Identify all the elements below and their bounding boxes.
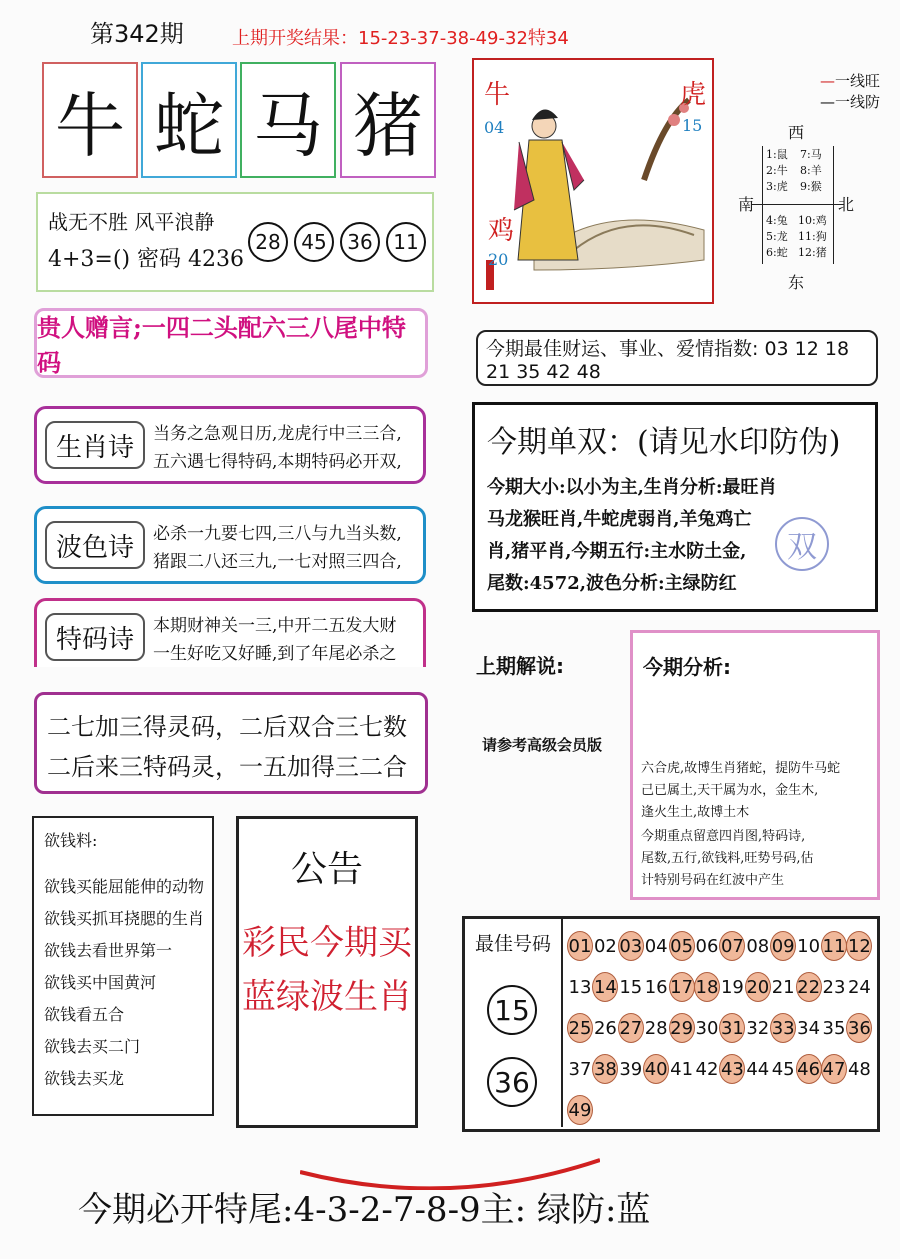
grid-number: 11 (821, 931, 847, 961)
best-index-box: 今期最佳财运、事业、爱情指数: 03 12 18 21 35 42 48 (476, 330, 878, 386)
bottom-special-tail: 今期必开特尾:4-3-2-7-8-9主: 绿防:蓝 (78, 1190, 651, 1230)
compass-east: 东 (788, 273, 805, 292)
grid-number: 12 (846, 931, 872, 961)
grid-number: 27 (618, 1013, 644, 1043)
pic-ox-number: 04 (484, 118, 505, 137)
legend-guard-text: 一线防 (835, 93, 881, 111)
grid-number: 09 (770, 931, 796, 961)
motto-line-2: 4+3=() 密码 4236 (48, 247, 245, 272)
grid-number: 06 (695, 935, 719, 957)
compass-cell: 12:猪 (798, 246, 827, 259)
notice-box (236, 816, 418, 1128)
money-item: 欲钱买抓耳挠腮的生肖 (44, 909, 205, 928)
legend-guard: —一线防 (820, 93, 881, 111)
money-item: 欲钱去买二门 (44, 1037, 141, 1056)
grid-number: 13 (568, 976, 592, 998)
grid-number: 35 (822, 1017, 846, 1039)
compass-cell: 2:牛 (766, 164, 788, 177)
gift-banner: 贵人赠言;一四二头配六三八尾中特码 (34, 308, 428, 378)
grid-number: 36 (846, 1013, 872, 1043)
legend-prosper: —一线旺 (820, 72, 881, 90)
best-numbers-label: 最佳号码 (475, 933, 552, 955)
last-result: 上期开奖结果：15-23-37-38-49-32特34 (232, 28, 569, 49)
poem-label: 波色诗 (45, 521, 145, 569)
compass-cell: 9:猴 (800, 180, 822, 193)
poem-wave-color (34, 506, 426, 584)
notice-line-1: 彩民今期买 (242, 923, 412, 963)
compass-cell: 10:鸡 (798, 214, 827, 227)
grid-number: 02 (593, 935, 617, 957)
best-number-big-1: 15 (487, 985, 537, 1035)
grid-number: 10 (797, 935, 821, 957)
poem-line: 五六遇七得特码,本期特码必开双, (153, 452, 402, 472)
money-riddle-box (32, 816, 214, 1116)
pic-tiger-number: 15 (682, 116, 703, 135)
poem-line: 一生好吃又好睡,到了年尾必杀之 (153, 644, 397, 664)
line-legend (820, 70, 880, 112)
grid-number: 42 (695, 1058, 719, 1080)
grid-number: 07 (719, 931, 745, 961)
refer-member-text: 请参考高级会员版 (482, 736, 603, 754)
analysis-line: 逢火生土,故博土木 (641, 805, 750, 820)
grid-number: 26 (593, 1017, 617, 1039)
grid-number: 22 (796, 972, 822, 1002)
grid-number: 33 (770, 1013, 796, 1043)
odd-even-line: 肖,猪平肖,今期五行:主水防土金, (487, 541, 747, 562)
money-item: 欲钱去看世界第一 (44, 941, 173, 960)
grid-number: 24 (847, 976, 871, 998)
grid-number: 17 (669, 972, 695, 1002)
legend-prosper-text: 一线旺 (835, 72, 881, 90)
analysis-line: 尾数,五行,欲钱料,旺势号码,估 (641, 851, 814, 866)
pic-ox-label: 牛 (484, 80, 511, 110)
last-explain-title: 上期解说: (476, 654, 564, 678)
compass-west: 西 (788, 123, 805, 142)
money-item: 欲钱买能屈能伸的动物 (44, 877, 205, 896)
odd-even-line: 今期大小:以小为主,生肖分析:最旺肖 (487, 477, 777, 498)
grid-number: 29 (669, 1013, 695, 1043)
zodiac-box-3: 马 (240, 62, 336, 178)
compass-north: 北 (838, 195, 855, 214)
grid-number: 44 (746, 1058, 770, 1080)
compass-cell: 8:羊 (800, 164, 822, 177)
grid-number: 25 (567, 1013, 593, 1043)
analysis-line: 计特别号码在红波中产生 (641, 873, 785, 888)
odd-even-line: 尾数:4572,波色分析:主绿防红 (487, 573, 737, 594)
compass-cell: 3:虎 (766, 180, 788, 193)
grid-number: 03 (618, 931, 644, 961)
compass-cell: 1:鼠 (766, 148, 788, 161)
motto-line-1: 战无不胜 风平浪静 (48, 210, 215, 234)
money-item: 欲钱看五合 (44, 1005, 125, 1024)
grid-number: 19 (720, 976, 744, 998)
odd-even-line: 马龙猴旺肖,牛蛇虎弱肖,羊兔鸡亡 (487, 509, 752, 530)
compass-chart (738, 120, 858, 300)
grid-number: 16 (644, 976, 668, 998)
grid-number: 47 (821, 1054, 847, 1084)
grid-number: 30 (695, 1017, 719, 1039)
motto-number-1: 28 (248, 222, 288, 262)
grid-number: 18 (694, 972, 720, 1002)
watermark-stamp: 双 (775, 517, 829, 571)
analysis-line: 己已属土,天干属为水，金生木, (641, 783, 819, 798)
motto-number-3: 36 (340, 222, 380, 262)
poem-label: 特码诗 (45, 613, 145, 661)
grid-number: 46 (796, 1054, 822, 1084)
motto-number-2: 45 (294, 222, 334, 262)
poem-line: 猪跟二八还三九,一七对照三四合, (153, 552, 402, 572)
best-numbers-box (462, 916, 880, 1132)
rhyme-box (34, 692, 428, 794)
poem-line: 当务之急观日历,龙虎行中三三合, (153, 424, 402, 444)
poem-line: 本期财神关一三,中开二五发大财 (153, 616, 397, 636)
notice-line-2: 蓝绿波生肖 (242, 977, 412, 1017)
money-item: 欲钱去买龙 (44, 1069, 125, 1088)
money-title: 欲钱料: (44, 831, 98, 850)
odd-even-box (472, 402, 878, 612)
grid-number: 08 (746, 935, 770, 957)
poem-line: 必杀一九要七四,三八与九当头数, (153, 524, 402, 544)
grid-number: 15 (619, 976, 643, 998)
rhyme-line-2: 二后来三特码灵，一五加得三二合 (47, 753, 407, 781)
poem-zodiac (34, 406, 426, 484)
compass-cell: 5:龙 (766, 230, 788, 243)
compass-cell: 7:马 (800, 148, 822, 161)
compass-cell: 4:兔 (766, 214, 788, 227)
grid-number: 43 (719, 1054, 745, 1084)
grid-number: 34 (797, 1017, 821, 1039)
grid-number: 38 (592, 1054, 618, 1084)
grid-number: 40 (643, 1054, 669, 1084)
grid-number: 28 (644, 1017, 668, 1039)
grid-number: 23 (822, 976, 846, 998)
grid-number: 04 (644, 935, 668, 957)
rhyme-line-1: 二七加三得灵码，二后双合三七数 (47, 713, 407, 741)
grid-number: 32 (746, 1017, 770, 1039)
issue-number: 第342期 (90, 20, 184, 48)
grid-number: 05 (669, 931, 695, 961)
grid-number: 20 (745, 972, 771, 1002)
analysis-title: 今期分析: (643, 655, 731, 679)
grid-number: 45 (771, 1058, 795, 1080)
grid-number: 39 (619, 1058, 643, 1080)
money-item: 欲钱买中国黄河 (44, 973, 157, 992)
zodiac-box-2: 蛇 (141, 62, 237, 178)
analysis-box (630, 630, 880, 900)
grid-number: 37 (568, 1058, 592, 1080)
compass-cell: 11:狗 (798, 230, 827, 243)
zodiac-box-1: 牛 (42, 62, 138, 178)
analysis-line: 今期重点留意四肖图,特码诗, (641, 829, 806, 844)
four-zodiac-picture (472, 58, 714, 304)
number-grid (561, 919, 875, 1127)
grid-number: 48 (847, 1058, 871, 1080)
zodiac-box-4: 猪 (340, 62, 436, 178)
grid-number: 14 (592, 972, 618, 1002)
pic-tiger-label: 虎 (680, 80, 707, 110)
pic-rooster-label: 鸡 (488, 216, 515, 246)
motto-box (36, 192, 434, 292)
grid-number: 21 (771, 976, 795, 998)
grid-number: 01 (567, 931, 593, 961)
notice-title: 公告 (290, 849, 363, 890)
poem-label: 生肖诗 (45, 421, 145, 469)
grid-number: 49 (567, 1095, 593, 1125)
pic-rooster-number: 20 (488, 250, 509, 269)
best-number-big-2: 36 (487, 1057, 537, 1107)
compass-cell: 6:蛇 (766, 246, 788, 259)
grid-number: 41 (670, 1058, 694, 1080)
analysis-line: 六合虎,故博生肖猪蛇，提防牛马蛇 (641, 761, 841, 776)
grid-number: 31 (719, 1013, 745, 1043)
compass-south: 南 (738, 195, 755, 214)
motto-number-4: 11 (386, 222, 426, 262)
odd-even-title: 今期单双：(请见水印防伪) (487, 425, 841, 460)
poem-special-code (34, 598, 426, 667)
compass-divider (752, 204, 844, 205)
